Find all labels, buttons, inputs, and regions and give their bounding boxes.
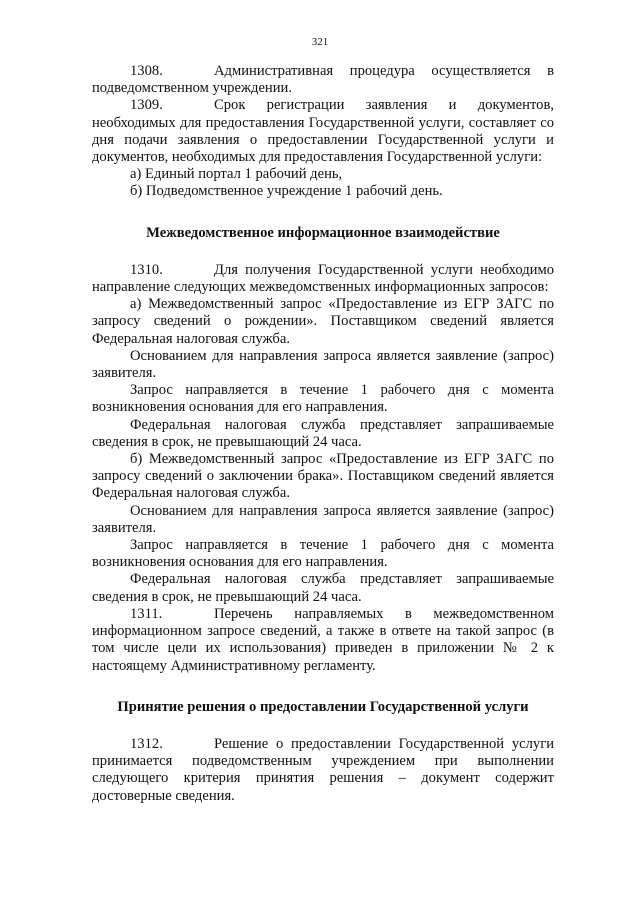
paragraph-number: 1309. bbox=[130, 97, 163, 114]
request-a: а) Межведомственный запрос «Предоставление из ЕГР ЗАГС по запросу сведений о рождении». Поставщиком сведений является Федеральная налоговая служба. bbox=[92, 296, 554, 347]
paragraph-1308 bbox=[92, 63, 554, 97]
paragraph-text: Для получения Государственной услуги необходимо направление следующих межведомственных информационных запросов: bbox=[92, 261, 554, 296]
list-item: а) Единый портал 1 рабочий день, bbox=[130, 166, 343, 183]
request-b-timing: Запрос направляется в течение 1 рабочего дня с момента возникновения основания для его направления. bbox=[92, 537, 554, 571]
request-b-response: Федеральная налоговая служба представляет запрашиваемые сведения в срок, не превышающий 24 часа. bbox=[92, 571, 554, 605]
request-b-basis: Основанием для направления запроса является заявление (запрос) заявителя. bbox=[92, 502, 554, 536]
paragraph-number: 1312. bbox=[130, 735, 163, 752]
section-heading: Межведомственное информационное взаимодействие bbox=[146, 224, 500, 241]
request-b: б) Межведомственный запрос «Предоставление из ЕГР ЗАГС по запросу сведений о заключении брака». Поставщиком сведений является Федеральная налоговая служба. bbox=[92, 451, 554, 502]
paragraph-text: Перечень направляемых в межведомственном информационном запросе сведений, а также в ответе на такой запрос (в том числе цели их использования) приведен в приложении № 2 к настоящему Административному регламенту. bbox=[92, 605, 554, 674]
request-a-response: Федеральная налоговая служба представляет запрашиваемые сведения в срок, не превышающий 24 часа. bbox=[92, 416, 554, 450]
paragraph-1311 bbox=[92, 606, 554, 675]
paragraph-number: 1311. bbox=[130, 605, 163, 622]
list-item: б) Подведомственное учреждение 1 рабочий день. bbox=[130, 183, 443, 200]
page-number: 321 bbox=[311, 36, 329, 48]
request-a-basis: Основанием для направления запроса является заявление (запрос) заявителя. bbox=[92, 347, 554, 382]
document-body bbox=[92, 63, 554, 805]
paragraph-1312 bbox=[92, 736, 554, 805]
paragraph-1309 bbox=[92, 97, 554, 166]
paragraph-text: Срок регистрации заявления и документов, необходимых для предоставления Государственной услуги, составляет со дня подачи заявления о предоставлении Государственной услуги и документов, необходимых для предоставления Государственной услуги: bbox=[92, 97, 554, 166]
request-a-timing: Запрос направляется в течение 1 рабочего дня с момента возникновения основания для его направления. bbox=[92, 382, 554, 416]
section-heading: Принятие решения о предоставлении Государственной услуги bbox=[117, 698, 529, 715]
paragraph-text: Решение о предоставлении Государственной услуги принимается подведомственным учреждением при выполнении следующего критерия принятия решения – документ содержит достоверные сведения. bbox=[92, 735, 554, 804]
paragraph-number: 1310. bbox=[130, 261, 163, 278]
paragraph-number: 1308. bbox=[130, 63, 163, 79]
paragraph-1310 bbox=[92, 262, 554, 296]
paragraph-text: Административная процедура осуществляется в подведомственном учреждении. bbox=[92, 63, 554, 97]
